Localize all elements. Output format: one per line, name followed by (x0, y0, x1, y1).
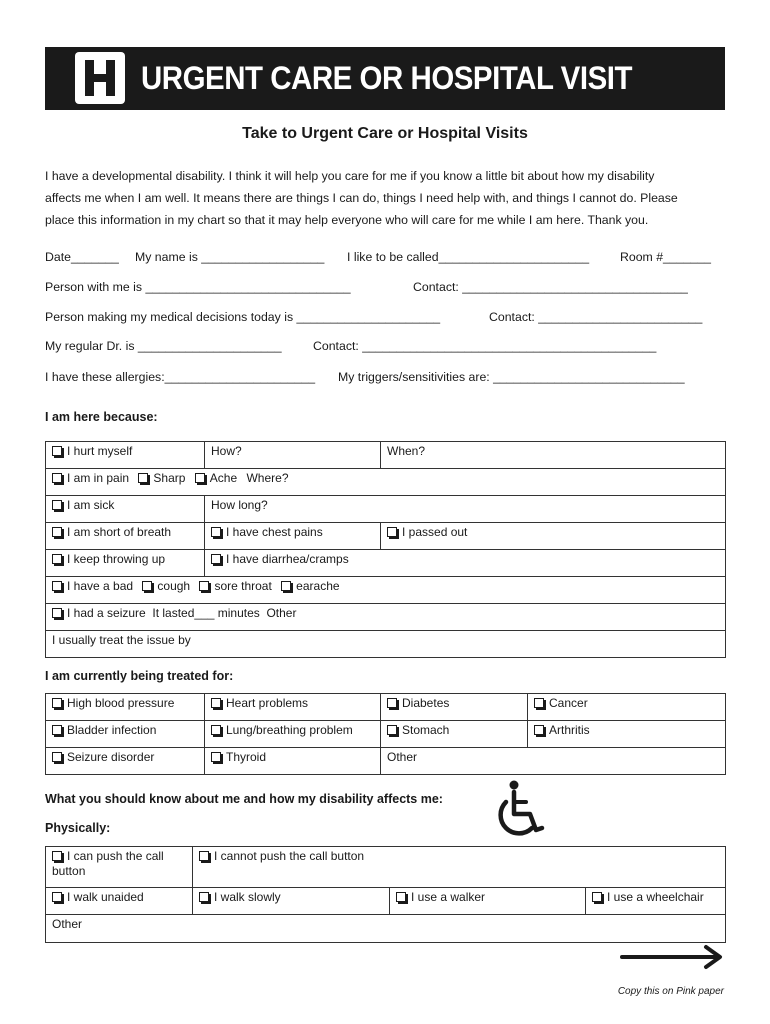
table-cell (46, 550, 205, 577)
checkbox[interactable] (52, 851, 62, 861)
checkbox-label: Lung/breathing problem (226, 723, 353, 737)
checkbox[interactable] (534, 698, 544, 708)
checkbox[interactable] (199, 892, 209, 902)
arrow-right-icon[interactable] (620, 943, 726, 971)
checkbox[interactable] (52, 698, 62, 708)
checkbox[interactable] (52, 446, 62, 456)
checkbox[interactable] (387, 527, 397, 537)
contact-field[interactable]: Contact: ___________________________________________ (313, 339, 657, 353)
table-cell (205, 550, 726, 577)
table-cell[interactable]: Other (381, 748, 726, 775)
intro-line: place this information in my chart so that it may help everyone who will care for me while I am here. Thank you. (45, 213, 649, 227)
hospital-h-icon (75, 52, 125, 104)
checkbox-label: High blood pressure (67, 696, 175, 710)
section-heading: What you should know about me and how my disability affects me: (45, 792, 443, 806)
checkbox-label: sore throat (214, 579, 272, 593)
conditions-table (45, 693, 726, 775)
table-cell (46, 721, 205, 748)
checkbox[interactable] (211, 527, 221, 537)
checkbox-label: I keep throwing up (67, 552, 166, 566)
footer-note: Copy this on Pink paper (617, 986, 724, 997)
checkbox[interactable] (52, 608, 62, 618)
room-field[interactable]: Room #_______ (620, 250, 711, 264)
checkbox[interactable] (52, 473, 62, 483)
checkbox[interactable] (211, 698, 221, 708)
table-cell (381, 694, 528, 721)
checkbox[interactable] (396, 892, 406, 902)
checkbox[interactable] (199, 581, 209, 591)
table-cell (193, 847, 726, 888)
checkbox-label: Cancer (549, 696, 588, 710)
checkbox[interactable] (52, 500, 62, 510)
checkbox[interactable] (52, 527, 62, 537)
checkbox[interactable] (52, 554, 62, 564)
checkbox-label: I passed out (402, 525, 468, 539)
table-cell (381, 523, 726, 550)
where-label: Where? (246, 471, 289, 485)
checkbox-label: earache (296, 579, 340, 593)
table-cell (193, 888, 390, 915)
table-cell (46, 888, 193, 915)
person-with-me-field[interactable]: Person with me is ______________________________ (45, 280, 351, 294)
checkbox[interactable] (52, 892, 62, 902)
checkbox[interactable] (138, 473, 148, 483)
checkbox-label: I walk unaided (67, 890, 144, 904)
checkbox-label: Thyroid (226, 750, 267, 764)
date-field[interactable]: Date_______ (45, 250, 119, 264)
table-cell (205, 721, 381, 748)
checkbox-label: I can push the call button (52, 849, 164, 878)
contact-field[interactable]: Contact: ________________________ (489, 310, 703, 324)
checkbox-label: Bladder infection (67, 723, 157, 737)
checkbox[interactable] (211, 554, 221, 564)
allergies-field[interactable]: I have these allergies:______________________ (45, 370, 316, 384)
intro-line: I have a developmental disability. I think it will help you care for me if you know a little bit about how my disability (45, 169, 655, 183)
header-banner (45, 47, 725, 110)
table-cell (46, 847, 193, 888)
table-cell (46, 748, 205, 775)
checkbox[interactable] (211, 725, 221, 735)
reason-table (45, 441, 726, 658)
table-cell (46, 577, 726, 604)
table-cell (46, 523, 205, 550)
section-heading: Physically: (45, 821, 111, 835)
checkbox-label: I hurt myself (67, 444, 133, 458)
checkbox-label: Stomach (402, 723, 450, 737)
checkbox-label: I have a bad (67, 579, 134, 593)
checkbox-label: Arthritis (549, 723, 590, 737)
section-heading: I am currently being treated for: (45, 669, 234, 683)
table-cell (528, 694, 726, 721)
intro-line: affects me when I am well. It means there are things I can do, things I need help with, and things I cannot do. Please (45, 191, 678, 205)
table-cell (205, 748, 381, 775)
checkbox-label: Heart problems (226, 696, 309, 710)
checkbox[interactable] (281, 581, 291, 591)
checkbox-label: I had a seizure It lasted___ minutes Other (67, 606, 297, 620)
checkbox-label: I walk slowly (214, 890, 281, 904)
page-title: URGENT CARE OR HOSPITAL VISIT (141, 60, 632, 96)
table-cell[interactable]: Other (46, 915, 726, 943)
checkbox[interactable] (592, 892, 602, 902)
table-cell (46, 442, 205, 469)
table-cell (390, 888, 586, 915)
checkbox-label: I cannot push the call button (214, 849, 365, 863)
table-cell (586, 888, 726, 915)
table-cell[interactable]: How? (205, 442, 381, 469)
subtitle: Take to Urgent Care or Hospital Visits (242, 125, 528, 142)
checkbox-label: Seizure disorder (67, 750, 155, 764)
table-cell (46, 496, 205, 523)
triggers-field[interactable]: My triggers/sensitivities are: ____________________________ (338, 370, 685, 384)
checkbox-label: I am in pain (67, 471, 130, 485)
checkbox-label: I use a wheelchair (607, 890, 704, 904)
section-heading: I am here because: (45, 410, 158, 424)
checkbox[interactable] (211, 752, 221, 762)
checkbox[interactable] (387, 698, 397, 708)
checkbox[interactable] (534, 725, 544, 735)
checkbox-label: I use a walker (411, 890, 486, 904)
table-cell (46, 694, 205, 721)
checkbox-label: Ache (209, 471, 238, 485)
table-cell (205, 523, 381, 550)
checkbox[interactable] (142, 581, 152, 591)
called-field[interactable]: I like to be called______________________ (347, 250, 590, 264)
contact-field[interactable]: Contact: _________________________________ (413, 280, 688, 294)
table-cell (46, 469, 726, 496)
checkbox[interactable] (199, 851, 209, 861)
checkbox-label: I am sick (67, 498, 115, 512)
intro-paragraph (45, 165, 735, 231)
checkbox-label: Diabetes (402, 696, 450, 710)
checkbox-label: I have chest pains (226, 525, 323, 539)
checkbox-label: cough (157, 579, 191, 593)
table-cell[interactable]: When? (381, 442, 726, 469)
checkbox[interactable] (52, 752, 62, 762)
name-field[interactable]: My name is __________________ (135, 250, 325, 264)
checkbox-label: I have diarrhea/cramps (226, 552, 349, 566)
table-cell[interactable]: I usually treat the issue by (46, 631, 726, 658)
table-cell (46, 604, 726, 631)
table-cell[interactable]: How long? (205, 496, 726, 523)
checkbox[interactable] (387, 725, 397, 735)
checkbox[interactable] (52, 581, 62, 591)
table-cell (381, 721, 528, 748)
table-cell (528, 721, 726, 748)
doctor-field[interactable]: My regular Dr. is _____________________ (45, 339, 282, 353)
physical-table (45, 846, 726, 943)
checkbox[interactable] (195, 473, 205, 483)
checkbox-label: Sharp (153, 471, 186, 485)
decision-maker-field[interactable]: Person making my medical decisions today is _____________________ (45, 310, 441, 324)
checkbox-label: I am short of breath (67, 525, 172, 539)
checkbox[interactable] (52, 725, 62, 735)
wheelchair-icon (492, 780, 548, 840)
table-cell (205, 694, 381, 721)
